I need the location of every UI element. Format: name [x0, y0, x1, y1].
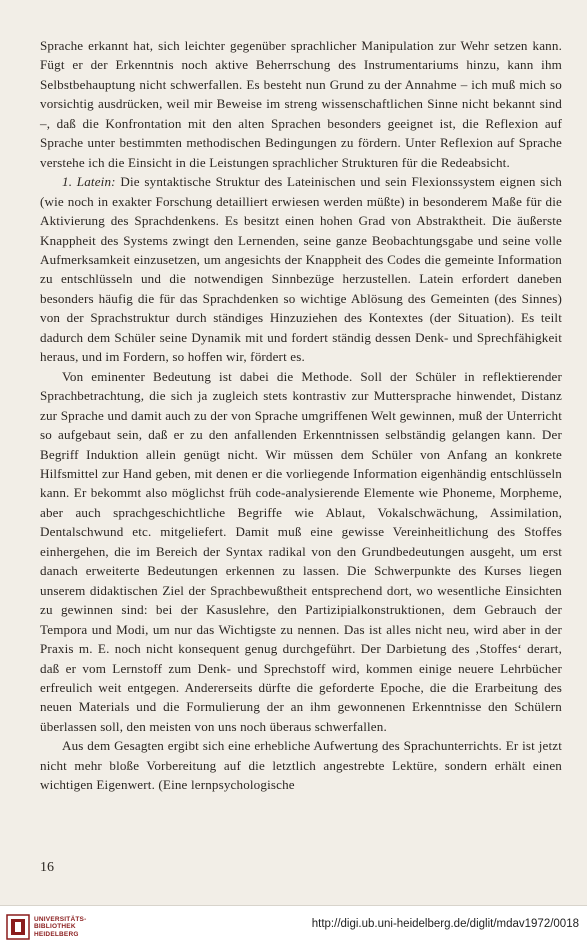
logo-line-2: BIBLIOTHEK — [34, 923, 76, 931]
paragraph-2-text: Die syntaktische Struktur des Lateinischen und sein Flexionssystem eignen sich (wie noch in exakter Forschung detailliert erwiesen werden müßte) in besonderem Maße für die Aktivierung des Sprachdenkens. Es besitzt einen hohen Grad von Abstraktheit. Die äußerste Knappheit des Systems zwingt den Lernenden, seine ganze Beobachtungsgabe und seine volle Aufmerksamkeit einzusetzen, um angesichts der Knappheit des Codes die gemeinte Information zu entschlüsseln und die notwendigen Sinnbezüge herzustellen. Latein erfordert daneben besonders häufig die für das Sprachdenken so wichtige Ablösung des Gemeinten (des Sinnes) von der Sprachstruktur durch ständiges Hinzuziehen des Kontextes (der Situation). Es teilt dadurch dem Schüler seine Dynamik mit und fordert ständig dessen Denk- und Sprechfähigkeit heraus, und im Fordern, so hoffen wir, fördert es. — [40, 174, 562, 365]
footer-bar — [0, 905, 587, 948]
paragraph-1: Sprache erkannt hat, sich leichter gegenüber sprachlicher Manipulation zur Wehr setzen kann. Fügt er der Erkenntnis noch aktive Beherrschung des Instrumentariums hinzu, kann ihm Selbstbehauptung nicht schwerfallen. Es besteht nun Grund zu der Annahme – ich muß mich so vorsichtig ausdrücken, weil mir Beweise im streng wissenschaftlichen Sinne nicht bekannt sind –, daß die Konfrontation mit den alten Sprachen besonders geeignet ist, die Reflexion auf Sprache unter bestimmten methodischen Bedingungen zu fördern. Unter Reflexion auf Sprache verstehe ich die Einsicht in die Leistungen sprachlicher Strukturen für die Redeabsicht. — [40, 38, 562, 170]
paragraph-2 — [40, 172, 562, 367]
source-url[interactable]: http://digi.ub.uni-heidelberg.de/diglit/mdav1972/0018 — [311, 918, 579, 930]
library-logo[interactable] — [6, 914, 86, 940]
paragraph-4: Aus dem Gesagten ergibt sich eine erhebliche Aufwertung des Sprachunterrichts. Er ist jetzt nicht mehr bloße Vorbereitung auf die letztlich angestrebte Lektüre, sondern erhält einen wichtigen Eigenwert. (Eine lernpsychologische — [40, 738, 562, 793]
library-name — [34, 916, 86, 939]
page-number: 16 — [40, 860, 54, 875]
paragraph-3: Von eminenter Bedeutung ist dabei die Methode. Soll der Schüler in reflektierender Sprachbetrachtung, die sich ja zugleich stets kontrastiv zur Muttersprache hinwendet, Distanz zur Sprache und damit auch zu der von Sprache umgriffenen Welt gewinnen, muß der Unterricht so aufgebaut sein, daß er zu den anfallenden Erkenntnissen selbständig gelangen kann. Der Begriff Induktion allein genügt nicht. Wir müssen dem Schüler von Anfang an konkrete Hilfsmittel zur Hand geben, mit denen er die vorliegende Information eigenhändig entschlüsseln kann. Er bekommt also möglichst früh code-analysierende Elemente wie Phoneme, Morpheme, aber auch sprachgeschichtliche Begriffe wie Ablaut, Vokalschwächung, Assimilation, Dentalschwund etc. mitgeliefert. Damit muß eine gewisse Vereinheitlichung des Stoffes einhergehen, die im Bereich der Syntax radikal von den Grundbedeutungen ausgeht, um erst danach erweiterte Bedeutungen erkennen zu lassen. Die Schwerpunkte des Kurses liegen unserem didaktischen Ziel der Sprachbewußtheit entsprechend dort, wo wesentliche Einsichten zu gewinnen sind: bei der Kasuslehre, den Partizipialkonstruktionen, dem Gebrauch der Tempora und Modi, um nur das Wichtigste zu nennen. Das ist alles nicht neu, wird aber in der Praxis m. E. noch nicht konsequent genug durchgeführt. Der Darbietung des ‚Stoffes‘ derart, daß er vom Lernstoff zum Denk- und Sprechstoff wird, kommen einige neuere Lehrbücher erfreulich weit entgegen. Andererseits dürfte die geforderte Epoche, die die Erarbeitung des neuen Materials und die Formulierung der an ihm gewonnenen Erkenntnisse den Schülern überlassen soll, den meisten von uns noch überaus schwerfallen. — [40, 368, 562, 734]
section-lead: 1. Latein: — [62, 174, 116, 190]
logo-line-3: HEIDELBERG — [34, 930, 79, 938]
library-seal-icon — [6, 914, 30, 940]
logo-line-1: UNIVERSITÄTS- — [34, 915, 87, 923]
body-text — [40, 36, 562, 795]
